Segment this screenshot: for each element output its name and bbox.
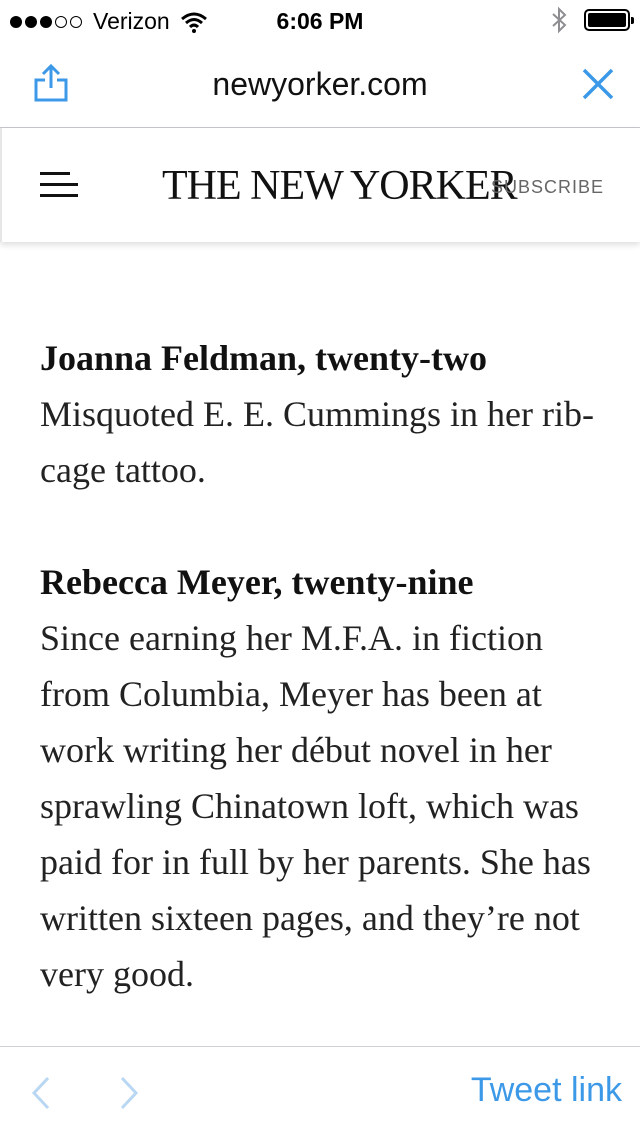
subscribe-link[interactable]: SUBSCRIBE: [490, 177, 604, 197]
entry-name: Rebecca Meyer, twenty-nine: [40, 562, 474, 602]
site-logo[interactable]: THE NEW YORKER: [162, 163, 517, 209]
article-entry: [40, 554, 600, 1002]
menu-line: [40, 183, 78, 186]
status-time: 6:06 PM: [276, 8, 364, 34]
status-bar: [0, 0, 640, 40]
back-chevron-icon[interactable]: [30, 1075, 52, 1111]
status-right: [550, 6, 630, 34]
close-icon[interactable]: [580, 66, 616, 102]
forward-chevron-icon[interactable]: [118, 1075, 140, 1111]
article-body: [40, 330, 600, 1058]
url-label[interactable]: newyorker.com: [212, 66, 428, 102]
menu-line: [40, 194, 78, 197]
carrier-name: Verizon: [93, 8, 170, 34]
entry-text: Misquoted E. E. Cummings in her rib-cage tattoo.: [40, 394, 594, 490]
tweet-link-button[interactable]: Tweet link: [470, 1071, 622, 1109]
site-header: [0, 128, 640, 242]
article-entry: [40, 330, 600, 498]
entry-text: Since earning her M.F.A. in fiction from Columbia, Meyer has been at work writing her début novel in her sprawling Chinatown loft, which was paid for in full by her parents. She has written sixteen pages, and they’re not very good.: [40, 618, 591, 994]
entry-name: Joanna Feldman, twenty-two: [40, 338, 487, 378]
menu-line: [40, 172, 70, 175]
hamburger-menu-icon[interactable]: [40, 172, 78, 198]
bottom-toolbar: [0, 1046, 640, 1136]
bluetooth-icon: [550, 6, 568, 34]
battery-icon: [584, 9, 630, 31]
browser-nav-bar: [0, 40, 640, 128]
